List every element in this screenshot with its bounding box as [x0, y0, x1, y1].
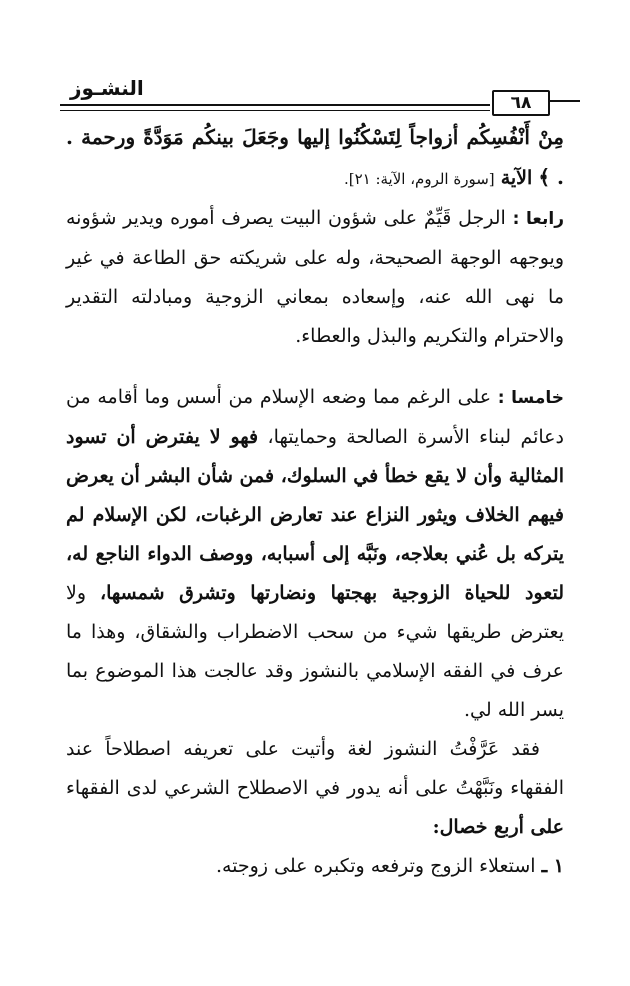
- paragraph-sixth: [66, 730, 564, 847]
- paragraph-sixth-text: فقد عَرَّفْتُ النشوز لغة وأتيت على تعريفه اصطلاحاً عند الفقهاء ونَبَّهْتُ على أنه يدور في الاصطلاح الشرعي لدى الفقهاء: [66, 738, 564, 799]
- running-header: [60, 70, 570, 116]
- header-rule-thin: [60, 110, 490, 111]
- header-rule-right: [550, 100, 580, 102]
- paragraph-fourth-text: الرجل قَيِّمٌ على شؤون البيت يصرف أموره ويدير شؤونه ويوجهه الوجهة الصحيحة، وله على شريكته حق الطاعة في غير ما نهى الله عنه، وإسعاده بمعاني الزوجية ومبادلته التقدير والاحترام والتكريم والبذل والعطاء.: [66, 207, 564, 347]
- paragraph-fifth: [66, 378, 564, 730]
- list-item-text: استعلاء الزوج وترفعه وتكبره على زوجته.: [215, 855, 536, 877]
- paragraph-fifth-text-2: ولا يعترض طريقها شيء من سحب الاضطراب والشقاق، وهذا ما عرف في الفقه الإسلامي بالنشوز وقد عالجت هذا الموضوع بما يسر الله لي.: [66, 582, 564, 721]
- paragraph-fifth-text-1: على الرغم مما وضعه الإسلام من أسس وما أقامه من دعائم لبناء الأسرة الصالحة وحمايتها،: [66, 386, 564, 448]
- verse-reference: [سورة الروم، الآية: ٢١].: [343, 170, 495, 188]
- paragraph-fourth-lead: رابعا :: [512, 209, 565, 229]
- quran-verse: [66, 118, 564, 199]
- paragraph-fifth-lead: خامسا :: [497, 388, 565, 408]
- running-title: النشـوز: [70, 76, 144, 100]
- list-item-number: ١ ـ: [541, 855, 564, 877]
- header-rule-thick: [60, 104, 490, 106]
- page-number: ٦٨: [492, 90, 550, 116]
- page-body: [66, 118, 564, 886]
- paragraph-spacer: [66, 356, 564, 378]
- verse-label: الآية: [500, 167, 533, 189]
- paragraph-sixth-bold: على أربع خصال:: [432, 816, 564, 838]
- paragraph-fourth: [66, 199, 564, 356]
- paragraph-fifth-bold: فهو لا يفترض أن تسود المثالية وأن لا يقع خطأ في السلوك، فمن شأن البشر أن يعرض فيهم الخلاف ويثور النزاع عند تعارض الرغبات، لكن الإسلام لم يتركه بل عُني بعلاجه، ونَبَّه إلى أسبابه، ووصف الدواء الناجع له، لتعود للحياة الزوجية بهجتها ونضارتها وتشرق شمسها،: [66, 426, 564, 604]
- list-item: [66, 847, 564, 886]
- verse-text: مِنْ أَنْفُسِكُم أزواجاً لِتَسْكُنُوا إليها وجَعَلَ بينكُم مَوَدَّةً ورحمة . . ﴾: [66, 125, 564, 189]
